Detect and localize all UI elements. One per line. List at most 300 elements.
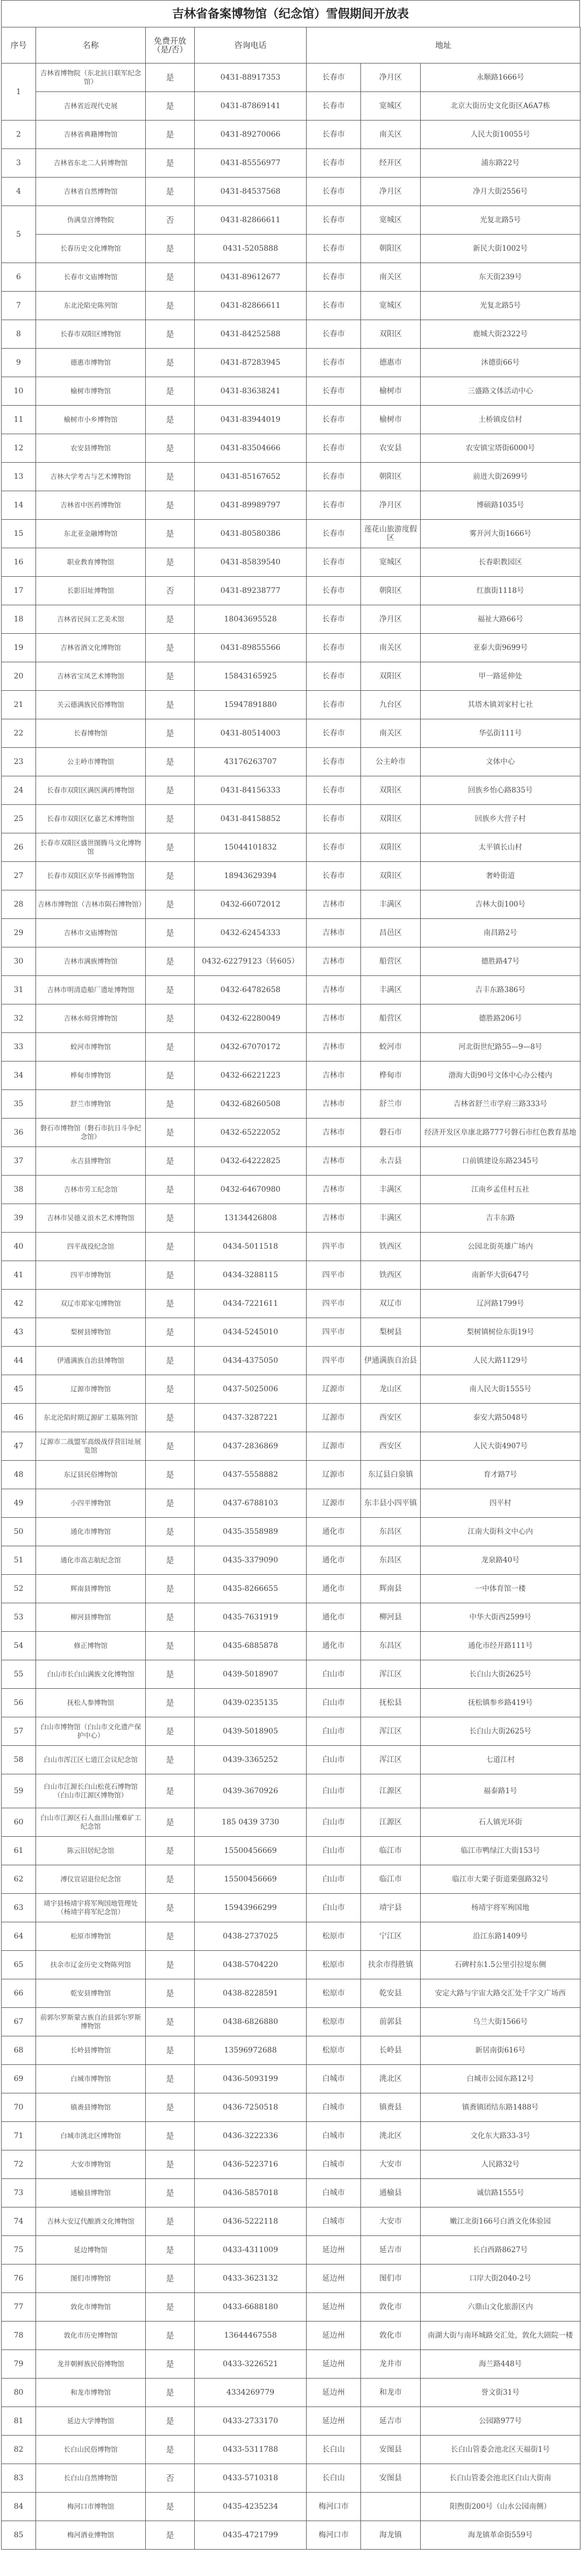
district: 榆树市 xyxy=(361,377,421,406)
museum-name: 关云德满族民俗博物馆 xyxy=(36,691,146,719)
phone-number: 0435-4235234 xyxy=(195,2493,307,2521)
district: 永吉县 xyxy=(361,1147,421,1176)
phone-number: 0437-3287221 xyxy=(195,1404,307,1432)
row-index: 7 xyxy=(2,292,36,320)
district: 东昌区 xyxy=(361,1546,421,1575)
city: 延边州 xyxy=(307,2264,361,2293)
city: 长春市 xyxy=(307,805,361,833)
table-row xyxy=(2,121,580,149)
city: 长春市 xyxy=(307,491,361,520)
row-index: 31 xyxy=(2,976,36,1004)
city: 白山市 xyxy=(307,1660,361,1689)
table-row xyxy=(2,1090,580,1119)
phone-number: 0432-67070172 xyxy=(195,1033,307,1061)
free-status: 是 xyxy=(146,1603,195,1632)
free-status: 是 xyxy=(146,235,195,263)
address: 太平镇长山村 xyxy=(421,833,580,862)
free-status: 是 xyxy=(146,947,195,976)
phone-number: 0436-5093199 xyxy=(195,2065,307,2093)
table-row xyxy=(2,833,580,862)
address: 口前镇建设东路2345号 xyxy=(421,1147,580,1176)
phone-number: 0433-2733170 xyxy=(195,2407,307,2436)
museum-name: 四平战役纪念馆 xyxy=(36,1233,146,1261)
address: 乌兰大街1566号 xyxy=(421,2008,580,2036)
museum-name: 梨树县博物馆 xyxy=(36,1318,146,1347)
district: 净月区 xyxy=(361,178,421,206)
museum-name: 龙井朝鲜族民俗博物馆 xyxy=(36,2350,146,2379)
district: 南关区 xyxy=(361,634,421,662)
free-status: 是 xyxy=(146,776,195,805)
row-index: 66 xyxy=(2,1979,36,2008)
table-row xyxy=(2,1404,580,1432)
museum-name: 白城市洮北区博物馆 xyxy=(36,2122,146,2150)
table-row xyxy=(2,1660,580,1689)
district: 东丰县小四平镇 xyxy=(361,1489,421,1518)
city: 长春市 xyxy=(307,263,361,292)
row-index: 70 xyxy=(2,2093,36,2122)
free-status: 是 xyxy=(146,1837,195,1865)
city: 通化市 xyxy=(307,1546,361,1575)
address: 文化东大路33-3号 xyxy=(421,2122,580,2150)
free-status: 是 xyxy=(146,1489,195,1518)
district: 大安市 xyxy=(361,2207,421,2236)
free-status: 是 xyxy=(146,320,195,349)
district: 桦甸市 xyxy=(361,1061,421,1090)
district: 浑江区 xyxy=(361,1746,421,1774)
phone-number: 0435-3379090 xyxy=(195,1546,307,1575)
district: 洮北区 xyxy=(361,2065,421,2093)
district: 双阳区 xyxy=(361,805,421,833)
museum-name: 长白山民俗博物馆 xyxy=(36,2436,146,2464)
table-row xyxy=(2,1894,580,1922)
table-row xyxy=(2,1951,580,1979)
address: 石碑村东1.5公里引拉堤东侧 xyxy=(421,1951,580,1979)
phone-number: 0438-2737025 xyxy=(195,1922,307,1951)
free-status: 是 xyxy=(146,833,195,862)
museum-name: 长岭县博物馆 xyxy=(36,2036,146,2065)
city: 辽源市 xyxy=(307,1404,361,1432)
city: 长春市 xyxy=(307,833,361,862)
city: 白城市 xyxy=(307,2150,361,2179)
museum-name: 公主岭市博物馆 xyxy=(36,748,146,776)
row-index: 17 xyxy=(2,577,36,605)
museum-name: 吉林省宝凤艺术博物馆 xyxy=(36,662,146,691)
museum-name: 吉林省典籍博物馆 xyxy=(36,121,146,149)
table-row xyxy=(2,2521,580,2550)
district: 双阳区 xyxy=(361,662,421,691)
district: 辉南县 xyxy=(361,1575,421,1603)
table-row xyxy=(2,1290,580,1318)
museum-name: 吉林省博物院（东北抗日联军纪念馆） xyxy=(36,63,146,92)
address: 南昌路2号 xyxy=(421,919,580,947)
table-row xyxy=(2,434,580,463)
row-index: 39 xyxy=(2,1204,36,1233)
city: 松原市 xyxy=(307,1951,361,1979)
city: 延边州 xyxy=(307,2379,361,2407)
district: 船营区 xyxy=(361,947,421,976)
phone-number: 18043695528 xyxy=(195,605,307,634)
row-index: 56 xyxy=(2,1689,36,1717)
museum-name: 双辽市郑家屯博物馆 xyxy=(36,1290,146,1318)
phone-number: 0431-89238777 xyxy=(195,577,307,605)
free-status: 是 xyxy=(146,2350,195,2379)
table-row xyxy=(2,235,580,263)
address: 渤海大街90号文体中心办公楼内 xyxy=(421,1061,580,1090)
address: 海兰路448号 xyxy=(421,2350,580,2379)
free-status: 是 xyxy=(146,1575,195,1603)
address: 鹿城大街2322号 xyxy=(421,320,580,349)
phone-number: 0432-66072012 xyxy=(195,890,307,919)
city: 白山市 xyxy=(307,1717,361,1746)
free-status: 是 xyxy=(146,605,195,634)
table-row xyxy=(2,1204,580,1233)
address: 白城市公园东路12号 xyxy=(421,2065,580,2093)
row-index: 73 xyxy=(2,2179,36,2207)
row-index: 79 xyxy=(2,2350,36,2379)
free-status: 是 xyxy=(146,1061,195,1090)
row-index: 68 xyxy=(2,2036,36,2065)
row-index: 55 xyxy=(2,1660,36,1689)
row-index: 35 xyxy=(2,1090,36,1119)
address: 土桥镇皮信村 xyxy=(421,406,580,434)
free-status: 是 xyxy=(146,2008,195,2036)
row-index: 67 xyxy=(2,2008,36,2036)
free-status: 是 xyxy=(146,1546,195,1575)
city: 松原市 xyxy=(307,1979,361,2008)
address: 抚松镇参乡路419号 xyxy=(421,1689,580,1717)
museum-name: 东辽县民俗博物馆 xyxy=(36,1461,146,1489)
free-status: 是 xyxy=(146,349,195,377)
table-row xyxy=(2,1774,580,1808)
district: 朝阳区 xyxy=(361,235,421,263)
phone-number: 13596972688 xyxy=(195,2036,307,2065)
free-status: 是 xyxy=(146,1004,195,1033)
museum-name: 图们市博物馆 xyxy=(36,2264,146,2293)
row-index: 80 xyxy=(2,2379,36,2407)
museum-name: 修正博物馆 xyxy=(36,1632,146,1660)
museum-name: 东北亚金融博物馆 xyxy=(36,520,146,548)
district: 江源区 xyxy=(361,1774,421,1808)
museum-name: 榆树市小乡博物馆 xyxy=(36,406,146,434)
district: 安图县 xyxy=(361,2464,421,2493)
phone-number: 0438-5704220 xyxy=(195,1951,307,1979)
museum-name: 舒兰市博物馆 xyxy=(36,1090,146,1119)
district: 净月区 xyxy=(361,63,421,92)
address: 永顺路1666号 xyxy=(421,63,580,92)
city: 辽源市 xyxy=(307,1432,361,1461)
address: 人民大街10055号 xyxy=(421,121,580,149)
row-index: 40 xyxy=(2,1233,36,1261)
city: 白城市 xyxy=(307,2093,361,2122)
city: 长春市 xyxy=(307,92,361,121)
museum-name: 伊通满族自治县博物馆 xyxy=(36,1347,146,1375)
city: 辽源市 xyxy=(307,1489,361,1518)
address: 长春职教园区 xyxy=(421,548,580,577)
table-row xyxy=(2,1432,580,1461)
city: 吉林市 xyxy=(307,919,361,947)
free-status: 是 xyxy=(146,805,195,833)
address: 光复北路5号 xyxy=(421,206,580,235)
address: 阳煦街200号（山水公园南侧） xyxy=(421,2493,580,2521)
museum-name: 吉林市满族博物馆 xyxy=(36,947,146,976)
museum-name: 永吉县博物馆 xyxy=(36,1147,146,1176)
museum-name: 东北沦陷时期辽源矿工墓陈列馆 xyxy=(36,1404,146,1432)
city: 长春市 xyxy=(307,434,361,463)
table-row xyxy=(2,1461,580,1489)
city: 吉林市 xyxy=(307,1176,361,1204)
address: 新居南街616号 xyxy=(421,2036,580,2065)
table-row xyxy=(2,2179,580,2207)
district: 延吉市 xyxy=(361,2407,421,2436)
row-index: 33 xyxy=(2,1033,36,1061)
table-row xyxy=(2,2407,580,2436)
free-status: 是 xyxy=(146,263,195,292)
city: 白城市 xyxy=(307,2207,361,2236)
address: 红旗街1118号 xyxy=(421,577,580,605)
row-index: 47 xyxy=(2,1432,36,1461)
museum-name: 长春市文庙博物馆 xyxy=(36,263,146,292)
phone-number: 185 0439 3730 xyxy=(195,1808,307,1837)
table-row xyxy=(2,263,580,292)
row-index: 41 xyxy=(2,1261,36,1290)
phone-number: 0433-3623132 xyxy=(195,2264,307,2293)
free-status: 是 xyxy=(146,1432,195,1461)
phone-number: 0437-5025006 xyxy=(195,1375,307,1404)
row-index: 38 xyxy=(2,1176,36,1204)
phone-number: 0434-3288115 xyxy=(195,1261,307,1290)
district: 莲花山旅游度假区 xyxy=(361,520,421,548)
free-status: 是 xyxy=(146,1660,195,1689)
city: 长春市 xyxy=(307,520,361,548)
table-row xyxy=(2,349,580,377)
city: 长春市 xyxy=(307,292,361,320)
phone-number: 0434-5011518 xyxy=(195,1233,307,1261)
free-status: 是 xyxy=(146,1204,195,1233)
city: 四平市 xyxy=(307,1290,361,1318)
museum-name: 通化市高志航纪念馆 xyxy=(36,1546,146,1575)
free-status: 是 xyxy=(146,1261,195,1290)
row-index: 59 xyxy=(2,1774,36,1808)
free-status: 是 xyxy=(146,463,195,491)
museum-name: 长春市双阳区博物馆 xyxy=(36,320,146,349)
city: 长春市 xyxy=(307,320,361,349)
district: 敦化市 xyxy=(361,2293,421,2322)
address: 海龙镇革命街559号 xyxy=(421,2521,580,2550)
museum-name: 柳河县博物馆 xyxy=(36,1603,146,1632)
phone-number: 0433-6688180 xyxy=(195,2293,307,2322)
city: 长春市 xyxy=(307,548,361,577)
district: 伊通满族自治县 xyxy=(361,1347,421,1375)
address: 一中体育馆一楼 xyxy=(421,1575,580,1603)
museum-name: 白山市浑江区七道江会议纪念馆 xyxy=(36,1746,146,1774)
district: 临江市 xyxy=(361,1865,421,1894)
address: 通化市经开路111号 xyxy=(421,1632,580,1660)
phone-number: 0431-82866611 xyxy=(195,206,307,235)
table-row xyxy=(2,63,580,92)
table-row xyxy=(2,976,580,1004)
table-row xyxy=(2,178,580,206)
address: 沐德街66号 xyxy=(421,349,580,377)
address: 福泰路1号 xyxy=(421,1774,580,1808)
header-phone: 咨询电话 xyxy=(195,27,307,63)
header-free: 免费开放（是/否） xyxy=(146,27,195,63)
table-row xyxy=(2,520,580,548)
city: 白山市 xyxy=(307,1865,361,1894)
table-row xyxy=(2,2008,580,2036)
phone-number: 0437-2836869 xyxy=(195,1432,307,1461)
museum-name: 松原市博物馆 xyxy=(36,1922,146,1951)
row-index: 2 xyxy=(2,121,36,149)
district: 丰满区 xyxy=(361,890,421,919)
district: 浑江区 xyxy=(361,1660,421,1689)
row-index: 21 xyxy=(2,691,36,719)
free-status: 否 xyxy=(146,206,195,235)
district: 船营区 xyxy=(361,1004,421,1033)
row-index: 19 xyxy=(2,634,36,662)
phone-number: 0433-5311788 xyxy=(195,2436,307,2464)
free-status: 是 xyxy=(146,2264,195,2293)
city: 通化市 xyxy=(307,1603,361,1632)
address: 临江市大栗子街道栗强路32号 xyxy=(421,1865,580,1894)
museum-name: 白山市江源区石人血泪山罹难矿工纪念馆 xyxy=(36,1808,146,1837)
city: 长春市 xyxy=(307,377,361,406)
phone-number: 0431-80514003 xyxy=(195,719,307,748)
phone-number: 0434-4375050 xyxy=(195,1347,307,1375)
row-index: 29 xyxy=(2,919,36,947)
museum-name: 敦化市历史博物馆 xyxy=(36,2322,146,2350)
address: 其塔木镇刘家村七社 xyxy=(421,691,580,719)
free-status: 是 xyxy=(146,1033,195,1061)
row-index: 24 xyxy=(2,776,36,805)
address: 奢岭街道 xyxy=(421,862,580,890)
city: 吉林市 xyxy=(307,1147,361,1176)
table-row xyxy=(2,1347,580,1375)
phone-number: 0435-7631919 xyxy=(195,1603,307,1632)
table-row xyxy=(2,605,580,634)
free-status: 是 xyxy=(146,2521,195,2550)
free-status: 是 xyxy=(146,1233,195,1261)
address: 诚信路1555号 xyxy=(421,2179,580,2207)
district: 丰满区 xyxy=(361,1176,421,1204)
phone-number: 0439-3670926 xyxy=(195,1774,307,1808)
museum-name: 榆树市博物馆 xyxy=(36,377,146,406)
district: 丰满区 xyxy=(361,976,421,1004)
city: 吉林市 xyxy=(307,1033,361,1061)
museum-name: 抚松人参博物馆 xyxy=(36,1689,146,1717)
address: 口岸大街2040-2号 xyxy=(421,2264,580,2293)
district: 延吉市 xyxy=(361,2236,421,2264)
district: 图们市 xyxy=(361,2264,421,2293)
table-row xyxy=(2,2122,580,2150)
phone-number: 0431-85556977 xyxy=(195,149,307,178)
table-row xyxy=(2,1004,580,1033)
table-row xyxy=(2,1176,580,1204)
city: 延边州 xyxy=(307,2293,361,2322)
row-index: 46 xyxy=(2,1404,36,1432)
museum-name: 小四平博物馆 xyxy=(36,1489,146,1518)
free-status: 否 xyxy=(146,577,195,605)
museum-name: 吉林省民间工艺美术馆 xyxy=(36,605,146,634)
free-status: 是 xyxy=(146,434,195,463)
phone-number: 0432-64782658 xyxy=(195,976,307,1004)
museum-name: 东北沦陷史陈列馆 xyxy=(36,292,146,320)
phone-number: 0435-8266655 xyxy=(195,1575,307,1603)
table-row xyxy=(2,1318,580,1347)
row-index: 64 xyxy=(2,1922,36,1951)
table-row xyxy=(2,719,580,748)
address: 育才路7号 xyxy=(421,1461,580,1489)
phone-number: 13134426808 xyxy=(195,1204,307,1233)
address: 福祉大路66号 xyxy=(421,605,580,634)
phone-number: 0432-66221223 xyxy=(195,1061,307,1090)
address: 龙泉路40号 xyxy=(421,1546,580,1575)
district: 敦化市 xyxy=(361,2322,421,2350)
phone-number: 4334269779 xyxy=(195,2379,307,2407)
city: 吉林市 xyxy=(307,1061,361,1090)
phone-number: 0432-68260508 xyxy=(195,1090,307,1119)
district: 和龙市 xyxy=(361,2379,421,2407)
free-status: 是 xyxy=(146,2179,195,2207)
phone-number: 0432-65222052 xyxy=(195,1119,307,1147)
city: 白城市 xyxy=(307,2065,361,2093)
city: 通化市 xyxy=(307,1518,361,1546)
table-row xyxy=(2,2264,580,2293)
free-status: 是 xyxy=(146,406,195,434)
phone-number: 15843165925 xyxy=(195,662,307,691)
free-status: 是 xyxy=(146,2407,195,2436)
address: 吉林大街100号 xyxy=(421,890,580,919)
table-row xyxy=(2,463,580,491)
free-status: 是 xyxy=(146,377,195,406)
city: 长白山 xyxy=(307,2436,361,2464)
address: 人民大路1129号 xyxy=(421,1347,580,1375)
table-row xyxy=(2,2322,580,2350)
museum-name: 德惠市博物馆 xyxy=(36,349,146,377)
row-index: 8 xyxy=(2,320,36,349)
city: 长春市 xyxy=(307,691,361,719)
city: 白山市 xyxy=(307,1894,361,1922)
row-index: 13 xyxy=(2,463,36,491)
city: 白山市 xyxy=(307,1837,361,1865)
free-status: 是 xyxy=(146,1090,195,1119)
free-status: 是 xyxy=(146,149,195,178)
free-status: 是 xyxy=(146,92,195,121)
free-status: 是 xyxy=(146,2150,195,2179)
city: 长春市 xyxy=(307,634,361,662)
table-row xyxy=(2,320,580,349)
row-index: 18 xyxy=(2,605,36,634)
museum-name: 白山市江源长白山松花石博物馆（白山市江源区博物馆） xyxy=(36,1774,146,1808)
district: 西安区 xyxy=(361,1432,421,1461)
table-row xyxy=(2,2036,580,2065)
phone-number: 0435-3558989 xyxy=(195,1518,307,1546)
row-index: 57 xyxy=(2,1717,36,1746)
free-status: 是 xyxy=(146,2093,195,2122)
district: 宽城区 xyxy=(361,292,421,320)
phone-number: 0431-89855566 xyxy=(195,634,307,662)
museum-name: 通榆县博物馆 xyxy=(36,2179,146,2207)
address: 博硕路1035号 xyxy=(421,491,580,520)
address: 石人镇光环街 xyxy=(421,1808,580,1837)
row-index: 44 xyxy=(2,1347,36,1375)
free-status: 是 xyxy=(146,1951,195,1979)
city: 四平市 xyxy=(307,1318,361,1347)
address: 安定大路与宇宙大路交汇处千字文广场西 xyxy=(421,1979,580,2008)
free-status: 是 xyxy=(146,1347,195,1375)
address: 六鼎山文化旅游区内 xyxy=(421,2293,580,2322)
free-status: 是 xyxy=(146,548,195,577)
table-row xyxy=(2,947,580,976)
